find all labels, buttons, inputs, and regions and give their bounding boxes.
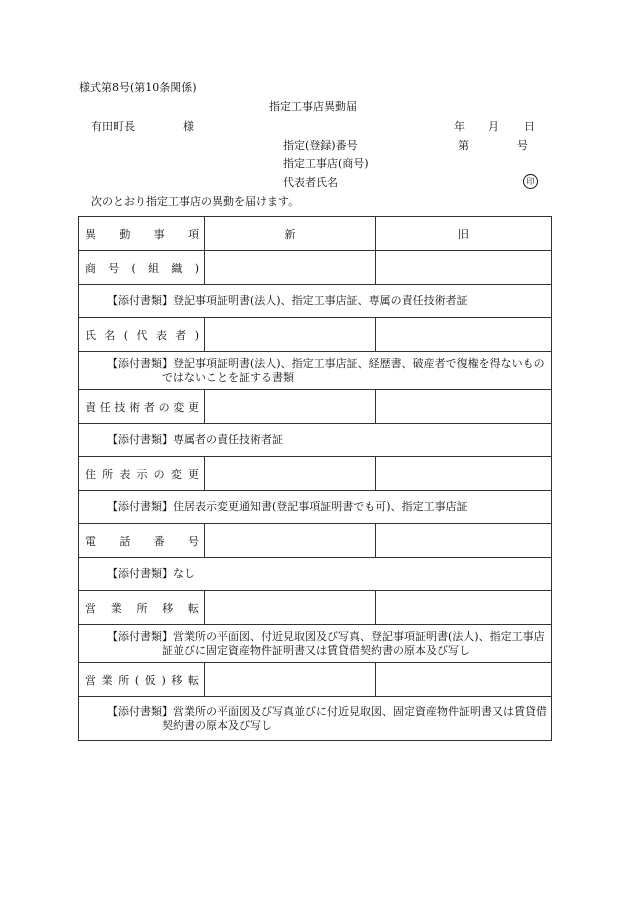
intro-text: 次のとおり指定工事店の異動を届けます。	[91, 195, 300, 208]
date-month-label: 月	[488, 120, 499, 133]
table-row	[79, 663, 552, 697]
old-value-cell[interactable]	[375, 390, 551, 424]
old-value-cell[interactable]	[375, 591, 551, 625]
contractor-name-label: 指定工事店(商号)	[283, 157, 369, 170]
old-value-cell[interactable]	[375, 457, 551, 491]
new-value-cell[interactable]	[205, 390, 375, 424]
attachment-note: 【添付書類】営業所の平面図及び写真並びに付近見取図、固定資産物件証明書又は賃貸借契約書の原本及び写し	[79, 697, 552, 741]
item-label: 住所表示の変更	[79, 457, 205, 491]
attachment-note: 【添付書類】なし	[79, 558, 552, 591]
item-label: 電話番号	[79, 524, 205, 558]
attachment-row	[79, 697, 552, 741]
header-item-cell: 異動事項	[79, 217, 205, 251]
registration-prefix: 第	[458, 139, 469, 152]
item-label: 責任技術者の変更	[79, 390, 205, 424]
attachment-note: 【添付書類】専属者の責任技術者証	[79, 424, 552, 457]
header-new-cell: 新	[205, 217, 375, 251]
item-label: 氏名(代表者)	[79, 318, 205, 352]
old-value-cell[interactable]	[375, 251, 551, 285]
registration-number-label: 指定(登録)番号	[283, 139, 358, 152]
attachment-row	[79, 285, 552, 318]
table-row	[79, 390, 552, 424]
attachment-row	[79, 424, 552, 457]
date-year-label: 年	[454, 120, 465, 133]
item-label: 商号(組織)	[79, 251, 205, 285]
table-header-row	[79, 217, 552, 251]
registration-suffix: 号	[517, 139, 528, 152]
seal-icon: 印	[523, 174, 538, 189]
table-row	[79, 318, 552, 352]
old-value-cell[interactable]	[375, 663, 551, 697]
representative-name-label: 代表者氏名	[283, 176, 338, 189]
change-table	[78, 216, 552, 741]
new-value-cell[interactable]	[205, 251, 375, 285]
attachment-note: 【添付書類】営業所の平面図、付近見取図及び写真、登記事項証明書(法人)、指定工事店証並びに固定資産物件証明書又は賃貸借契約書の原本及び写し	[79, 625, 552, 663]
new-value-cell[interactable]	[205, 524, 375, 558]
new-value-cell[interactable]	[205, 457, 375, 491]
form-title: 指定工事店異動届	[269, 100, 357, 113]
new-value-cell[interactable]	[205, 591, 375, 625]
table-row	[79, 591, 552, 625]
item-label: 営業所移転	[79, 591, 205, 625]
header-old-cell: 旧	[375, 217, 551, 251]
item-label: 営業所(仮)移転	[79, 663, 205, 697]
addressee-honorific: 様	[183, 120, 194, 133]
old-value-cell[interactable]	[375, 318, 551, 352]
new-value-cell[interactable]	[205, 318, 375, 352]
addressee: 有田町長	[91, 120, 135, 133]
attachment-row	[79, 352, 552, 390]
attachment-note: 【添付書類】登記事項証明書(法人)、指定工事店証、専属の責任技術者証	[79, 285, 552, 318]
attachment-row	[79, 558, 552, 591]
form-number: 様式第8号(第10条関係)	[79, 81, 197, 94]
old-value-cell[interactable]	[375, 524, 551, 558]
table-row	[79, 457, 552, 491]
new-value-cell[interactable]	[205, 663, 375, 697]
attachment-row	[79, 491, 552, 524]
attachment-note: 【添付書類】住居表示変更通知書(登記事項証明書でも可)、指定工事店証	[79, 491, 552, 524]
attachment-note: 【添付書類】登記事項証明書(法人)、指定工事店証、経歴書、破産者で復権を得ないものではないことを証する書類	[79, 352, 552, 390]
attachment-row	[79, 625, 552, 663]
table-row	[79, 524, 552, 558]
date-day-label: 日	[524, 120, 535, 133]
table-row	[79, 251, 552, 285]
